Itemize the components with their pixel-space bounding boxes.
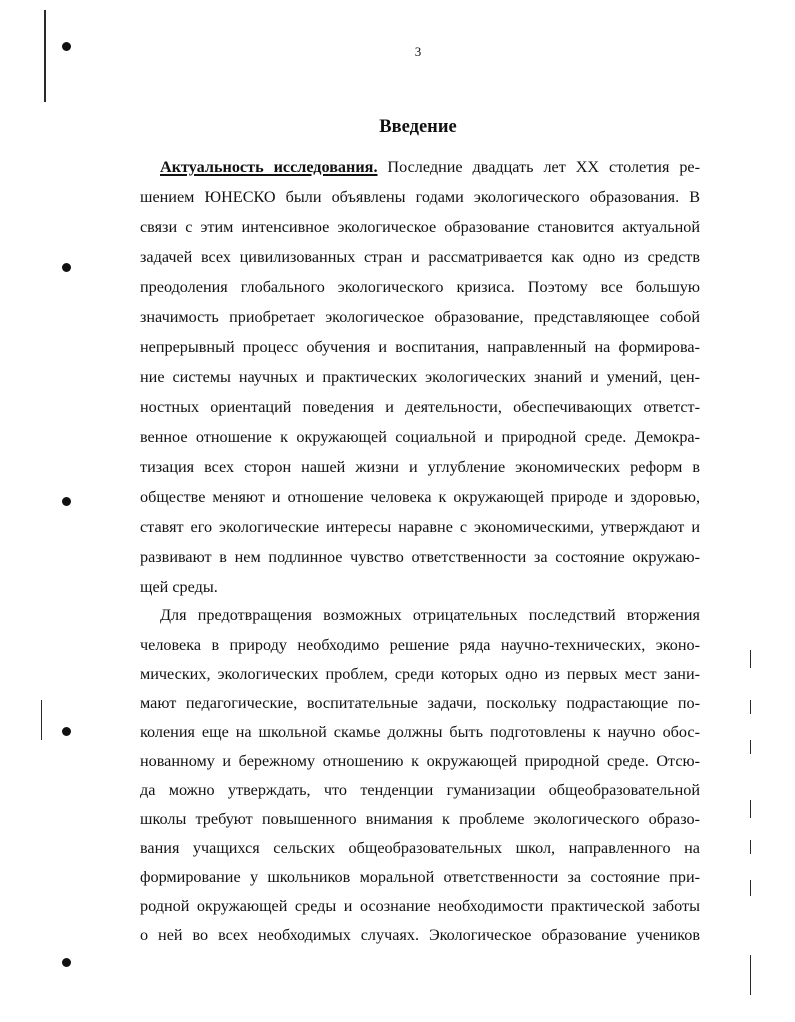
lead-term: Актуальность исследования. [160,158,378,176]
text-line: ставят его экологические интересы наравне с экономическими, утверждают и [140,518,700,536]
text-line: задачей всех цивилизованных стран и рассматривается как одно из средств [140,248,700,266]
text-line: ностных ориентаций поведения и деятельности, обеспечивающих ответст- [140,398,700,416]
text-line: вания учащихся сельских общеобразовательных школ, направленного на [140,839,700,857]
scan-edge-line-left-lower [41,700,42,740]
text-line: человека в природу необходимо решение ряда научно-технических, эконо- [140,636,700,654]
scan-edge-line-right [750,650,751,668]
scan-edge-line-right [750,700,751,714]
text-line: нованному и бережному отношению к окружающей природной среде. Отсю- [140,752,700,770]
text-line: ние системы научных и практических экологических знаний и умений, цен- [140,368,700,386]
text-line: школы требуют повышенного внимания к проблеме экологического образо- [140,810,700,828]
punch-hole-mark [62,263,71,272]
text-line: развивают в нем подлинное чувство ответственности за состояние окружаю- [140,548,700,566]
text-line: коления еще на школьной скамье должны быть подготовлены к научно обос- [140,723,700,741]
text-line: значимость приобретает экологическое образование, представляющее собой [140,308,700,326]
text-line: родной окружающей среды и осознание необходимости практической заботы [140,897,700,915]
text-line: Для предотвращения возможных отрицательных последствий вторжения [160,606,700,624]
text-line: мают педагогические, воспитательные задачи, поскольку подрастающие по- [140,694,700,712]
punch-hole-mark [62,497,71,506]
text-line: формирование у школьников моральной ответственности за состояние при- [140,868,700,886]
text-line: да можно утверждать, что тенденции гуманизации общеобразовательной [140,781,700,799]
scan-edge-line-right [750,740,751,754]
scan-edge-line-right [750,800,751,818]
text-line: тизация всех сторон нашей жизни и углубление экономических реформ в [140,458,700,476]
scan-edge-line-right [750,955,751,995]
text-line: шением ЮНЕСКО были объявлены годами экологического образования. В [140,188,700,206]
punch-hole-mark [62,958,71,967]
text-line: преодоления глобального экологического кризиса. Поэтому все большую [140,278,700,296]
text-span: Последние двадцать лет XX столетия ре- [377,158,700,176]
text-line [160,156,700,178]
scan-edge-line-right [750,840,751,854]
text-line: о ней во всех необходимых случаях. Экологическое образование учеников [140,926,700,944]
text-line: связи с этим интенсивное экологическое образование становится актуальной [140,218,700,236]
text-line: обществе меняют и отношение человека к окружающей природе и здоровью, [140,488,700,506]
scan-edge-line-right [750,880,751,896]
text-line: венное отношение к окружающей социальной и природной среде. Демокра- [140,428,700,446]
text-line: щей среды. [140,578,218,596]
punch-hole-mark [62,727,71,736]
text-line: непрерывный процесс обучения и воспитания, направленный на формирова- [140,338,700,356]
text-line: мических, экологических проблем, среди которых одно из первых мест зани- [140,665,700,683]
page-number: 3 [414,44,422,59]
section-heading: Введение [379,117,457,137]
